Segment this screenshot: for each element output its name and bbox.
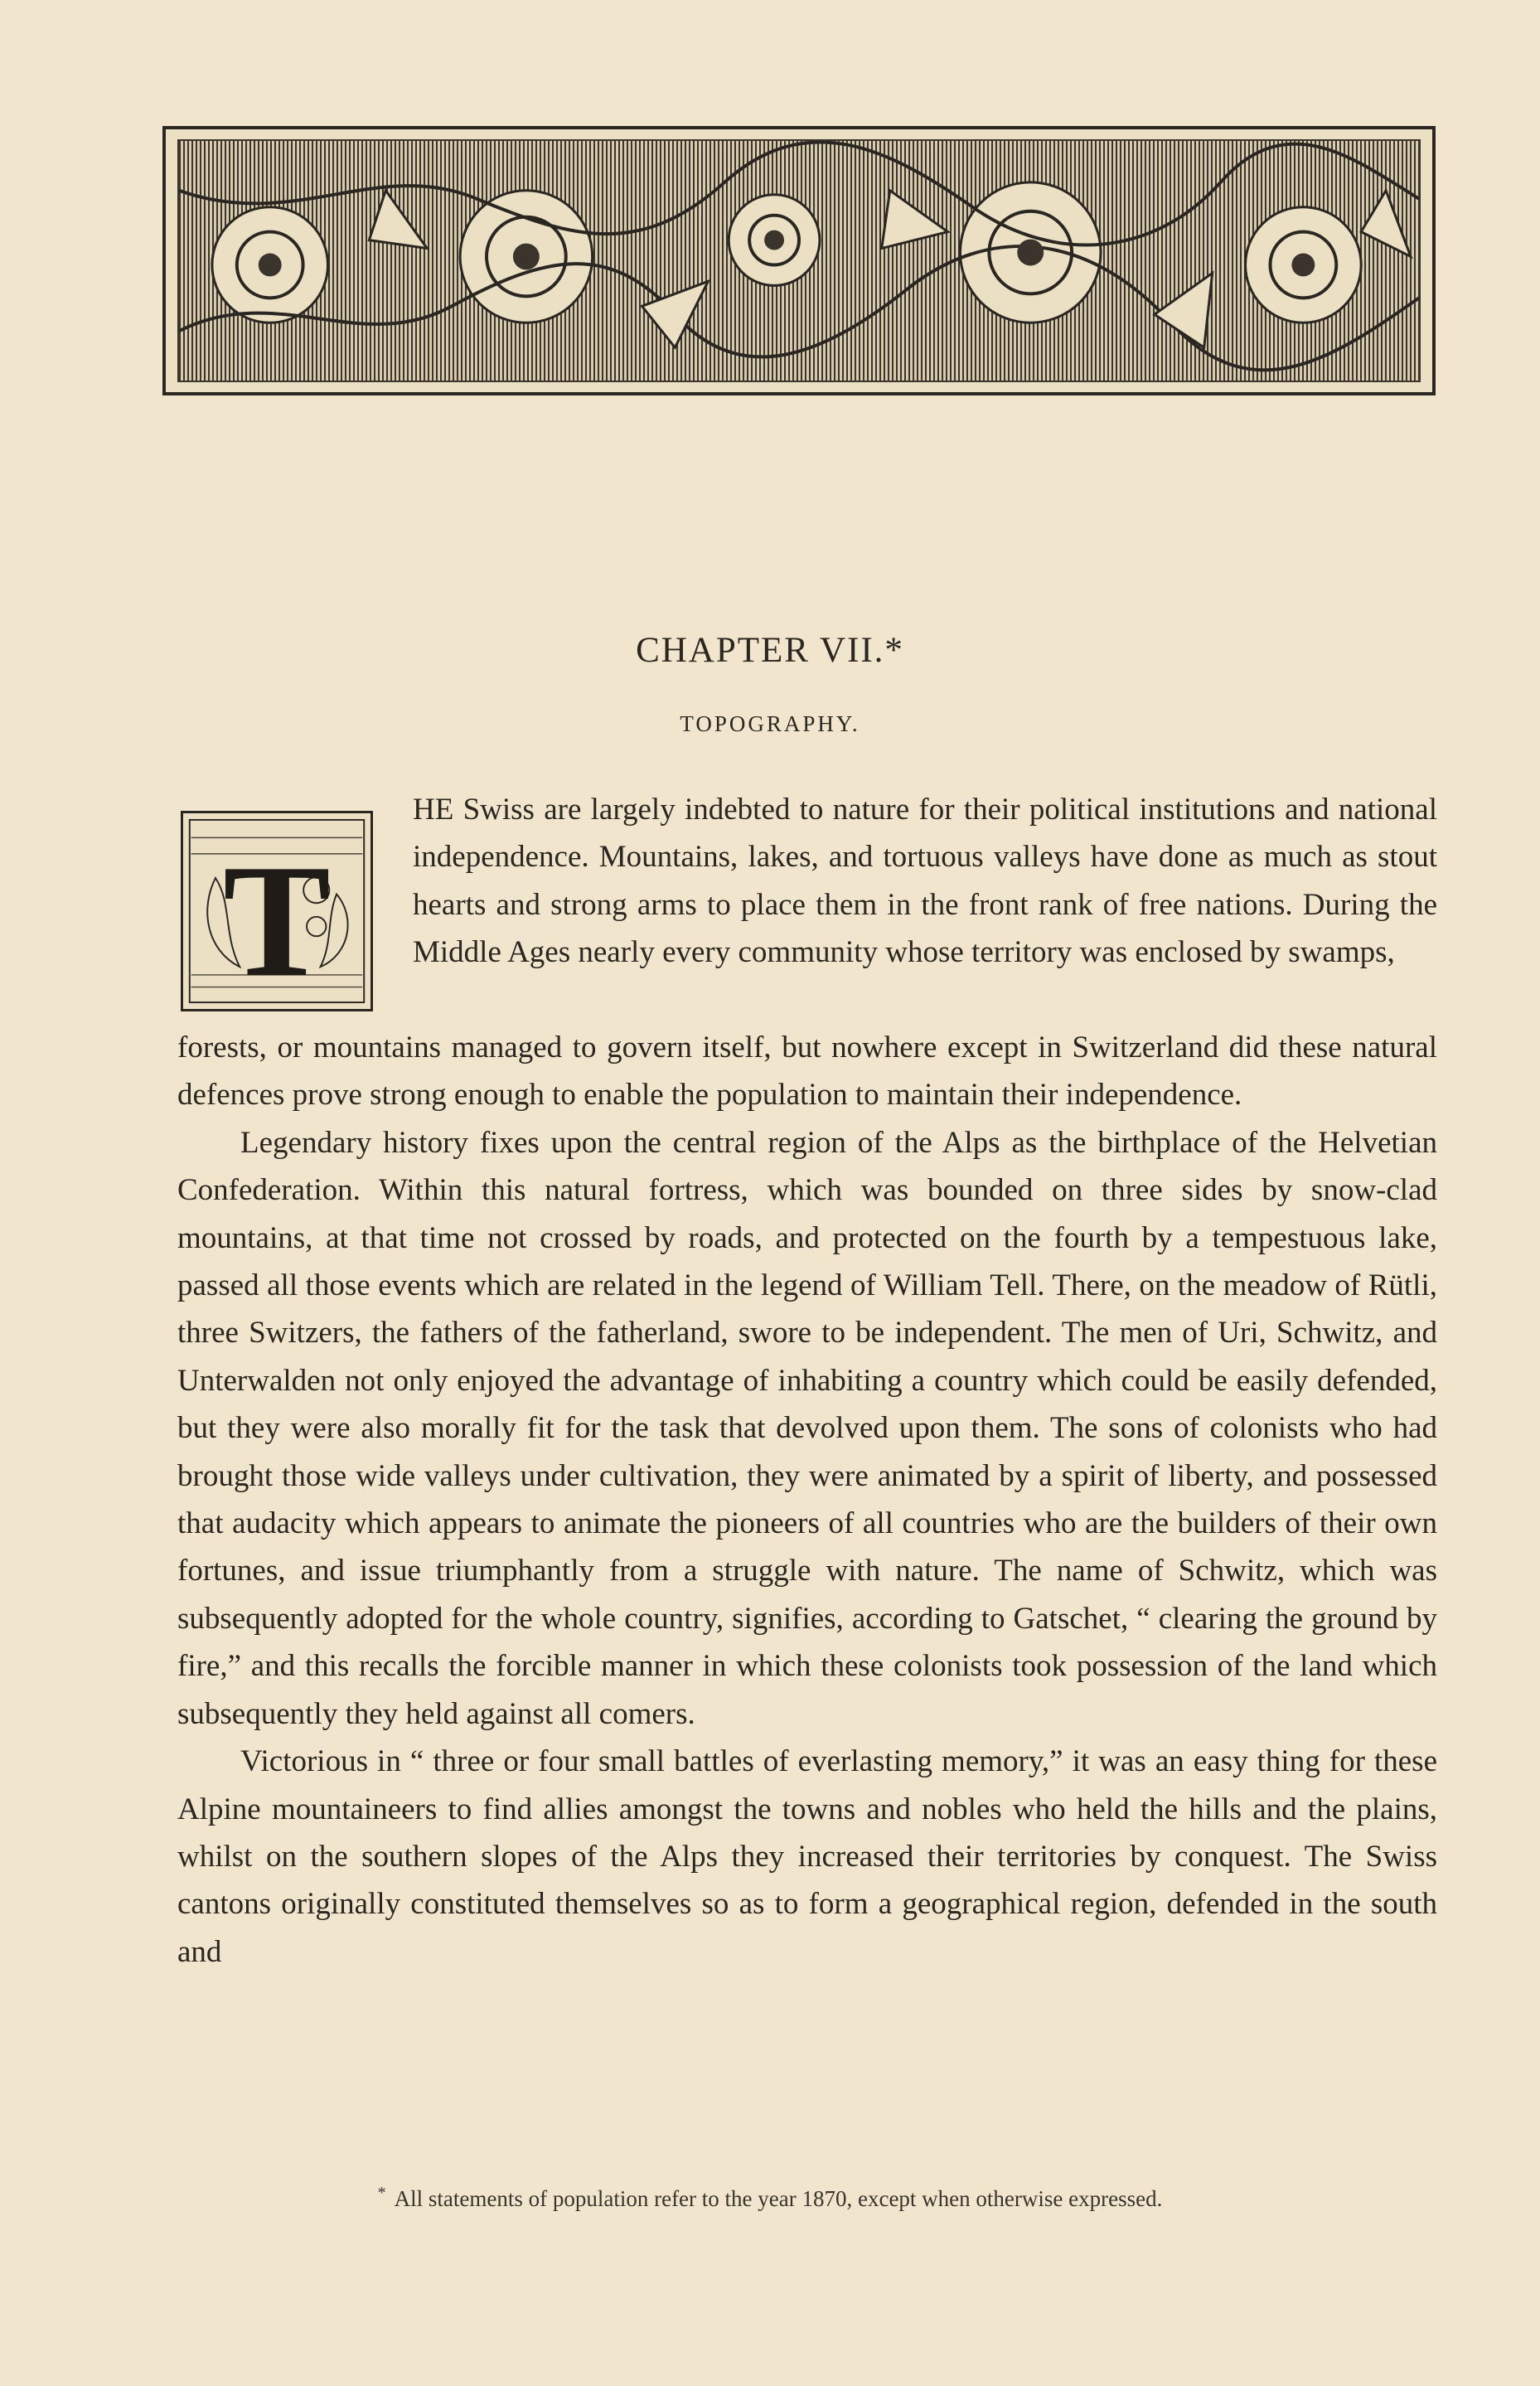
floral-engraving bbox=[177, 139, 1421, 382]
paragraph-1-opening: HE Swiss are largely indebted to nature for their political institutions and national independence. Mountains, lakes, and tortuous valleys have done as much as stout hearts and strong arms to place them in the front rank of free nations. During the Middle Ages nearly every community whose territory was enclosed by swamps, bbox=[413, 793, 1437, 970]
paragraph-1-continued: forests, or mountains managed to govern itself, but nowhere except in Switzerland did these natural defences prove strong enough to enable the population to maintain their independence. bbox=[177, 1031, 1437, 1113]
chapter-subtitle: TOPOGRAPHY. bbox=[680, 711, 860, 736]
chapter-title: CHAPTER VII.* bbox=[636, 631, 904, 670]
decorative-initial bbox=[181, 811, 373, 1011]
footnote bbox=[0, 2184, 1540, 2212]
paragraph-3: Victorious in “ three or four small battles of everlasting memory,” it was an easy thing for these Alpine mountaineers to find allies amongst the towns and nobles who held the hills and the plains, whilst on the southern slopes of the Alps they increased their territories by conquest. The Swiss cantons originally constituted themselves so as to form a geographical region, defended in the south and bbox=[177, 1744, 1437, 1969]
body-text bbox=[177, 1024, 1437, 1976]
ornamental-headpiece bbox=[162, 126, 1436, 395]
drop-cap-letter: T bbox=[223, 831, 331, 1009]
footnote-text: All statements of population refer to the year 1870, except when otherwise expressed. bbox=[394, 2186, 1163, 2211]
footnote-marker: * bbox=[377, 2184, 386, 2202]
opening-text bbox=[413, 786, 1437, 977]
paragraph-2: Legendary history fixes upon the central region of the Alps as the birthplace of the Helvetian Confederation. Within this natural fortress, which was bounded on three sides by snow-clad mountains, at that time not crossed by roads, and protected on the fourth by a tempestuous lake, passed all those events which are related in the legend of William Tell. There, on the meadow of Rütli, three Switzers, the fathers of the fatherland, swore to be independent. The men of Uri, Schwitz, and Unterwalden not only enjoyed the advantage of inhabiting a country which could be easily defended, but they were also morally fit for the task that devolved upon them. The sons of colonists who had brought those wide valleys under cultivation, they were animated by a spirit of liberty, and possessed that audacity which appears to animate the pioneers of all countries who are the builders of their own fortunes, and issue triumphantly from a struggle with nature. The name of Schwitz, which was subsequently adopted for the whole country, signifies, according to Gatschet, “ clearing the ground by fire,” and this recalls the forcible manner in which these colonists took possession of the land which subsequently they held against all comers. bbox=[177, 1125, 1437, 1731]
